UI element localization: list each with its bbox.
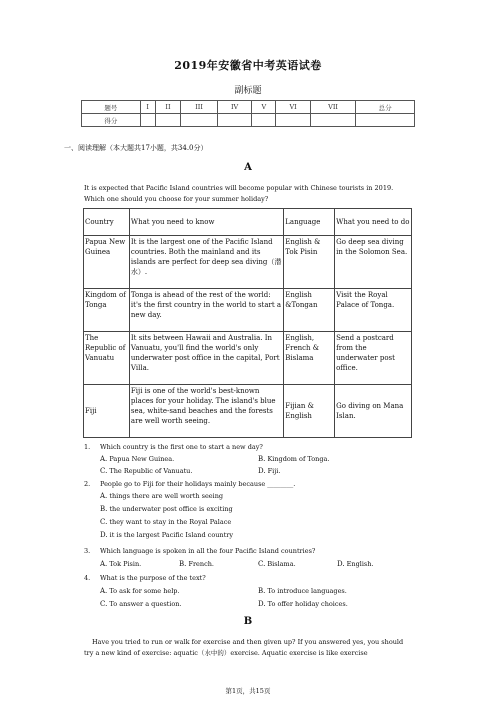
- page-subtitle: 副标题: [234, 86, 262, 96]
- question-number: 3.: [84, 547, 91, 555]
- score-cell: II: [155, 101, 181, 114]
- header-cell: Language: [284, 209, 335, 236]
- question-2: [84, 480, 295, 488]
- score-table: [81, 100, 415, 127]
- option-d[interactable]: D. English.: [337, 560, 374, 568]
- option-b[interactable]: B. the underwater post office is exciting: [100, 505, 233, 513]
- question-3: [84, 547, 315, 555]
- score-cell: VII: [310, 101, 355, 114]
- score-cell: 得分: [82, 114, 141, 127]
- table-cell: Visit the Royal Palace of Tonga.: [335, 289, 412, 332]
- table-row: [84, 289, 412, 332]
- table-cell: It sits between Hawaii and Australia. In Vanuatu, you'll find the world's only underwater post office in the capital, Port Villa.: [129, 332, 283, 385]
- score-cell: III: [181, 101, 217, 114]
- option-a[interactable]: A. things there are well worth seeing: [100, 492, 224, 500]
- score-cell: [310, 114, 355, 127]
- table-cell: English & Tok Pisin: [284, 236, 335, 289]
- country-table: [83, 208, 412, 438]
- question-4: [84, 574, 206, 582]
- page-footer: 第1页，共15页: [225, 687, 271, 695]
- option-c[interactable]: C. To answer a question.: [100, 600, 182, 608]
- option-d[interactable]: D. Fiji.: [258, 467, 281, 475]
- option-a[interactable]: A. To ask for some help.: [100, 587, 180, 595]
- question-1: [84, 443, 263, 451]
- table-cell: Go deep sea diving in the Solomon Sea.: [335, 236, 412, 289]
- option-b[interactable]: B. Kingdom of Tonga.: [258, 455, 330, 463]
- passage-b-letter: B: [243, 616, 253, 627]
- score-cell: 题号: [82, 101, 141, 114]
- question-number: 4.: [84, 574, 91, 582]
- table-cell: English &Tongan: [284, 289, 335, 332]
- passage-a-intro: It is expected that Pacific Island countries will become popular with Chinese tourists in 2019. Which one should you choose for your summer holiday?: [84, 184, 394, 203]
- score-cell: V: [252, 101, 276, 114]
- option-b[interactable]: B. To introduce languages.: [258, 587, 347, 595]
- option-a[interactable]: A. Papua New Guinea.: [100, 455, 175, 463]
- passage-a-letter: A: [244, 162, 252, 173]
- page-title: 2019年安徽省中考英语试卷: [174, 59, 322, 72]
- score-cell: [356, 114, 415, 127]
- header-cell: What you need to know: [129, 209, 283, 236]
- score-cell: [140, 114, 155, 127]
- score-cell: [217, 114, 252, 127]
- table-cell: Tonga is ahead of the rest of the world: it's the first country in the world to start a new day.: [129, 289, 283, 332]
- table-cell: The Republic of Vanuatu: [84, 332, 130, 385]
- table-cell: English, French & Bislama: [284, 332, 335, 385]
- option-c[interactable]: C. they want to stay in the Royal Palace: [100, 518, 232, 526]
- table-cell: Send a postcard from the underwater post office.: [335, 332, 412, 385]
- table-row: [84, 385, 412, 438]
- option-c[interactable]: C. Bislama.: [258, 560, 296, 568]
- question-number: 2.: [84, 480, 91, 488]
- table-cell: Go diving on Mana Islan.: [335, 385, 412, 438]
- score-cell: [276, 114, 311, 127]
- option-c[interactable]: C. The Republic of Vanuatu.: [100, 467, 193, 475]
- country-table-header-row: [84, 209, 412, 236]
- option-b[interactable]: B. French.: [179, 560, 214, 568]
- passage-b-text: Have you tried to run or walk for exercise and then given up? If you answered yes, you should try a new kind of exercise: aquatic（水中的）exercise. Aquatic exercise is like exercise: [84, 638, 404, 657]
- table-cell: Fijian & English: [284, 385, 335, 438]
- table-cell: It is the largest one of the Pacific Island countries. Both the mainland and its islands are perfect for deep sea diving（潜水）.: [129, 236, 283, 289]
- score-table-header-row: [82, 101, 415, 114]
- table-row: [84, 332, 412, 385]
- section-heading: 一、阅读理解（本大题共17小题，共34.0分）: [64, 144, 208, 152]
- score-cell: [181, 114, 217, 127]
- table-cell: Fiji is one of the world's best-known places for your holiday. The island's blue sea, white-sand beaches and the forests are well worth seeing.: [129, 385, 283, 438]
- score-cell: 总分: [356, 101, 415, 114]
- option-d[interactable]: D. To offer holiday choices.: [258, 600, 348, 608]
- question-number: 1.: [84, 443, 91, 451]
- table-cell: Fiji: [84, 385, 130, 438]
- question-text: People go to Fiji for their holidays mainly because ________.: [100, 480, 296, 488]
- score-cell: [252, 114, 276, 127]
- table-cell: Papua New Guinea: [84, 236, 130, 289]
- score-cell: [155, 114, 181, 127]
- option-a[interactable]: A. Tok Pisin.: [100, 560, 142, 568]
- score-cell: IV: [217, 101, 252, 114]
- header-cell: What you need to do: [335, 209, 412, 236]
- question-text: What is the purpose of the text?: [100, 574, 206, 582]
- option-d[interactable]: D. it is the largest Pacific Island country: [100, 531, 233, 539]
- question-text: Which language is spoken in all the four Pacific Island countries?: [100, 547, 316, 555]
- score-cell: I: [140, 101, 155, 114]
- table-row: [84, 236, 412, 289]
- header-cell: Country: [84, 209, 130, 236]
- score-table-score-row: [82, 114, 415, 127]
- question-text: Which country is the first one to start a new day?: [100, 443, 263, 451]
- table-cell: Kingdom of Tonga: [84, 289, 130, 332]
- score-cell: VI: [276, 101, 311, 114]
